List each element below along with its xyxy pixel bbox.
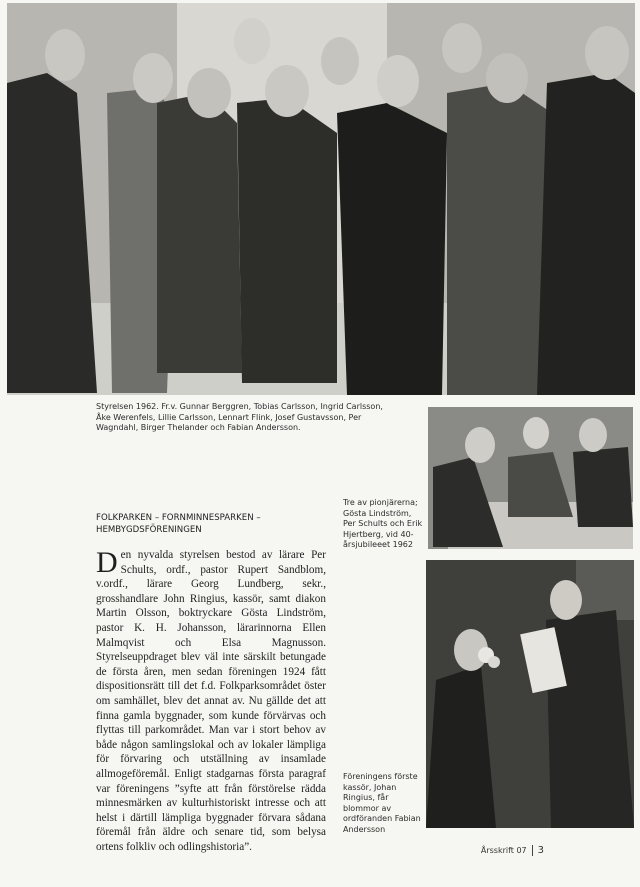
footer-divider — [532, 845, 533, 856]
flowers-photo — [426, 560, 634, 828]
pioneers-photo — [428, 407, 633, 549]
group-photo-board-1962 — [7, 3, 635, 395]
page-number: 3 — [537, 845, 544, 856]
body-paragraph — [96, 548, 326, 854]
flowers-photo-illustration — [426, 560, 634, 828]
section-heading-line-1: FOLKPARKEN – FORNMINNESPARKEN – — [96, 513, 261, 523]
pioneers-photo-illustration — [428, 407, 633, 549]
footer-label: Årsskrift 07 — [480, 846, 527, 855]
body-paragraph-text: en nyvalda styrelsen bestod av lärare Per Schults, ordf., pastor Rupert Sandblom, v.ordf., lärare Georg Lundberg, sekr., grosshandlare John Ringius, kassör, samt diakon Martin Olsson, boktryckare Gösta Lindström, pastor K. H. Johansson, lärarinnorna Ellen Malmqvist och Elsa Magnusson. Styrelseuppdraget blev väl inte särskilt betungade de första åren, men sedan föreningen 1924 fått dispositionsrätt till det f.d. Folkparksområdet öster om samhället, blev det annat av. Nu gällde det att finna gamla byggnader, som kunde förvärvas och flyttas till parkområdet. Man var i stort behov av både någon samlingslokal och av lokaler lämpliga för förvaring och utställning av insamlade allmogeföremål. Enligt stadgarnas första paragraf var föreningens ”syfte att från förstörelse rädda minnesmärken av kulturhistoriskt intresse och att helst i därtill lämpliga byggnader förvara sådana föremål från äldre och senare tid, som belysa ortens folkliv och odlingshistoria”. — [96, 549, 326, 853]
page-footer — [481, 845, 544, 856]
section-heading-line-2: HEMBYGDSFÖRENINGEN — [96, 525, 202, 535]
group-photo-caption: Styrelsen 1962. Fr.v. Gunnar Berggren, Tobias Carlsson, Ingrid Carlsson, Åke Werenfels, Lillie Carlsson, Lennart Flink, Josef Gustavsson, Per Wagndahl, Birger Thelander och Fabian Andersson. — [96, 402, 383, 432]
flowers-photo-caption: Föreningens förste kassör, Johan Ringius, får blommor av ordföranden Fabian Andersson — [343, 772, 421, 834]
pioneers-photo-caption: Tre av pionjärerna; Gösta Lindström, Per Schults och Erik Hjertberg, vid 40-årsjubileeet 1962 — [343, 498, 423, 549]
section-heading — [96, 512, 326, 536]
group-photo-illustration — [7, 3, 635, 395]
drop-cap: D — [96, 546, 118, 579]
